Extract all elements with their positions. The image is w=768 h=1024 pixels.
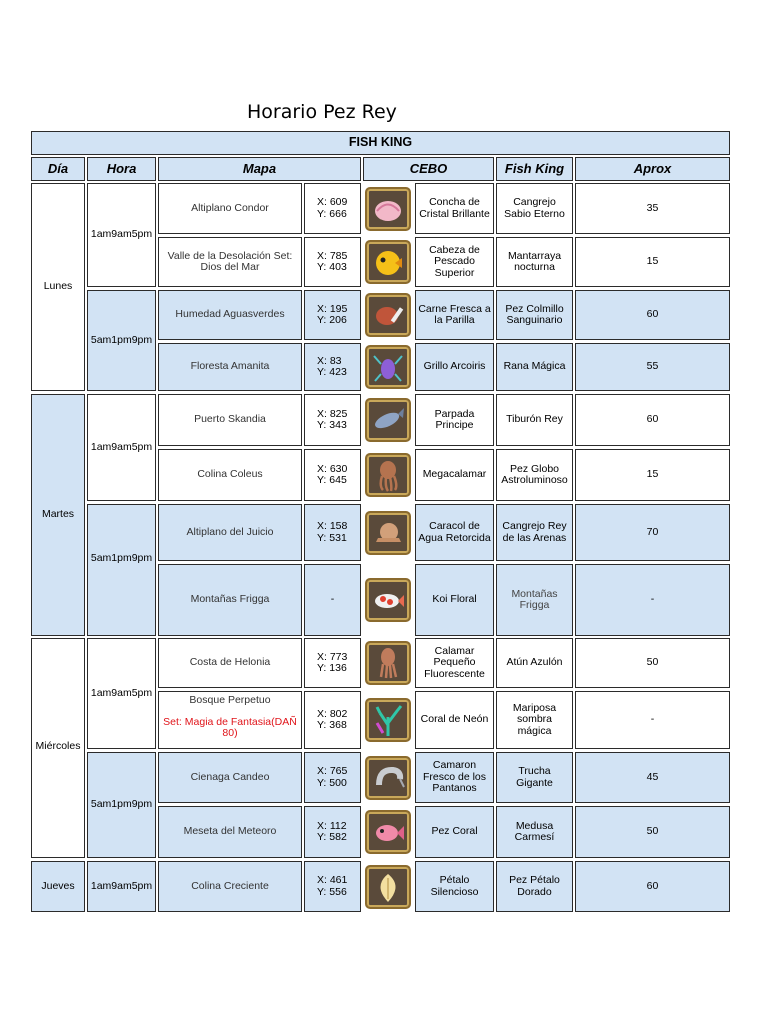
header-aprox: Aprox: [575, 157, 730, 181]
day-cell-miercoles: Miércoles: [31, 638, 85, 858]
map-cell: [158, 564, 302, 636]
hour-cell: 1am9am5pm: [87, 861, 156, 912]
hour-cell: 1am9am5pm: [87, 638, 156, 749]
fish-king-cell: Tiburón Rey: [496, 394, 573, 446]
bait-cell: Concha de Cristal Brillante: [415, 183, 494, 234]
bait-cell: Cabeza de Pescado Superior: [415, 237, 494, 287]
coordinates-cell: X: 630 Y: 645: [304, 449, 361, 501]
map-name: Colina Coleus: [197, 468, 263, 481]
bait-cell: Caracol de Agua Retorcida: [415, 504, 494, 561]
map-name: Altiplano del Juicio: [186, 525, 274, 538]
aprox-cell: 15: [575, 449, 730, 501]
bait-cell: Calamar Pequeño Fluorescente: [415, 638, 494, 688]
fish-king-cell: Pez Colmillo Sanguinario: [496, 290, 573, 340]
map-name: Altiplano Condor: [191, 201, 269, 214]
bait-cell: Koi Floral: [415, 564, 494, 636]
day-cell-martes: Martes: [31, 394, 85, 636]
header-mapa: Mapa: [158, 157, 361, 181]
coral-fish-icon: [365, 810, 411, 854]
map-cell: [158, 183, 302, 234]
bait-cell: Megacalamar: [415, 449, 494, 501]
snail-icon: [365, 511, 411, 555]
aprox-cell: 50: [575, 806, 730, 858]
fish-king-cell: Montañas Frigga: [496, 564, 573, 636]
bait-cell: Camaron Fresco de los Pantanos: [415, 752, 494, 803]
aprox-cell: 55: [575, 343, 730, 391]
map-name: Meseta del Meteoro: [183, 825, 277, 838]
map-set-note: Set: Magia de Fantasia(DAÑ 80): [163, 715, 297, 739]
aprox-cell: 60: [575, 394, 730, 446]
map-cell: [158, 638, 302, 688]
bait-cell: Pez Coral: [415, 806, 494, 858]
fish-king-cell: Mariposa sombra mágica: [496, 691, 573, 749]
map-cell: [158, 691, 302, 749]
map-cell: [158, 343, 302, 391]
aprox-cell: 35: [575, 183, 730, 234]
aprox-cell: 60: [575, 861, 730, 912]
table-banner: FISH KING: [31, 131, 730, 155]
map-name: Colina Creciente: [191, 879, 269, 892]
coordinates-cell: X: 83 Y: 423: [304, 343, 361, 391]
coordinates-cell: X: 112 Y: 582: [304, 806, 361, 858]
squid-icon: [365, 453, 411, 497]
bait-cell: Pétalo Silencioso: [415, 861, 494, 912]
coordinates-cell: X: 802 Y: 368: [304, 691, 361, 749]
map-cell: [158, 504, 302, 561]
fish-king-cell: Cangrejo Sabio Eterno: [496, 183, 573, 234]
aprox-cell: -: [575, 691, 730, 749]
hour-cell: 5am1pm9pm: [87, 752, 156, 858]
fish-head-icon: [365, 240, 411, 284]
day-cell-jueves: Jueves: [31, 861, 85, 912]
map-name: Cienaga Candeo: [190, 770, 270, 783]
coral-icon: [365, 698, 411, 742]
fish-king-cell: Pez Pétalo Dorado: [496, 861, 573, 912]
coordinates-cell: X: 609 Y: 666: [304, 183, 361, 234]
meat-icon: [365, 293, 411, 337]
fish-icon: [365, 398, 411, 442]
aprox-cell: 45: [575, 752, 730, 803]
header-fish-king: Fish King: [496, 157, 573, 181]
koi-icon: [365, 578, 411, 622]
aprox-cell: 15: [575, 237, 730, 287]
map-cell: [158, 290, 302, 340]
map-name: Valle de la Desolación Set: Dios del Mar: [167, 249, 293, 273]
map-name: Puerto Skandia: [194, 413, 266, 426]
fish-king-cell: Mantarraya nocturna: [496, 237, 573, 287]
cricket-icon: [365, 345, 411, 389]
bait-cell: Coral de Neón: [415, 691, 494, 749]
petal-icon: [365, 865, 411, 909]
coordinates-cell: X: 765 Y: 500: [304, 752, 361, 803]
hour-cell: 1am9am5pm: [87, 394, 156, 501]
fish-king-cell: Atún Azulón: [496, 638, 573, 688]
header-cebo: CEBO: [363, 157, 494, 181]
coordinates-cell: -: [304, 564, 361, 636]
aprox-cell: -: [575, 564, 730, 636]
aprox-cell: 50: [575, 638, 730, 688]
fish-king-cell: Rana Mágica: [496, 343, 573, 391]
aprox-cell: 60: [575, 290, 730, 340]
coordinates-cell: X: 158 Y: 531: [304, 504, 361, 561]
aprox-cell: 70: [575, 504, 730, 561]
page-title: Horario Pez Rey: [247, 101, 397, 123]
coordinates-cell: X: 461 Y: 556: [304, 861, 361, 912]
small-squid-icon: [365, 641, 411, 685]
coordinates-cell: X: 785 Y: 403: [304, 237, 361, 287]
hour-cell: 5am1pm9pm: [87, 290, 156, 391]
bait-cell: Parpada Principe: [415, 394, 494, 446]
map-name: Montañas Frigga: [190, 593, 270, 606]
fish-king-cell: Pez Globo Astroluminoso: [496, 449, 573, 501]
map-cell: [158, 394, 302, 446]
shrimp-icon: [365, 756, 411, 800]
hour-cell: 1am9am5pm: [87, 183, 156, 287]
map-cell: [158, 806, 302, 858]
fish-king-cell: Medusa Carmesí: [496, 806, 573, 858]
coordinates-cell: X: 825 Y: 343: [304, 394, 361, 446]
map-name: Bosque Perpetuo: [189, 694, 271, 706]
fish-king-cell: Trucha Gigante: [496, 752, 573, 803]
map-cell: [158, 861, 302, 912]
day-cell-lunes: Lunes: [31, 183, 85, 391]
header-dia: Día: [31, 157, 85, 181]
map-cell: [158, 449, 302, 501]
fish-king-cell: Cangrejo Rey de las Arenas: [496, 504, 573, 561]
bait-cell: Grillo Arcoiris: [415, 343, 494, 391]
shell-icon: [365, 187, 411, 231]
coordinates-cell: X: 773 Y: 136: [304, 638, 361, 688]
map-name: Costa de Helonia: [189, 656, 271, 669]
map-cell: [158, 752, 302, 803]
map-name: Floresta Amanita: [190, 360, 270, 373]
header-hora: Hora: [87, 157, 156, 181]
coordinates-cell: X: 195 Y: 206: [304, 290, 361, 340]
map-name: Humedad Aguasverdes: [175, 308, 285, 321]
bait-cell: Carne Fresca a la Parilla: [415, 290, 494, 340]
hour-cell: 5am1pm9pm: [87, 504, 156, 636]
map-cell: [158, 237, 302, 287]
